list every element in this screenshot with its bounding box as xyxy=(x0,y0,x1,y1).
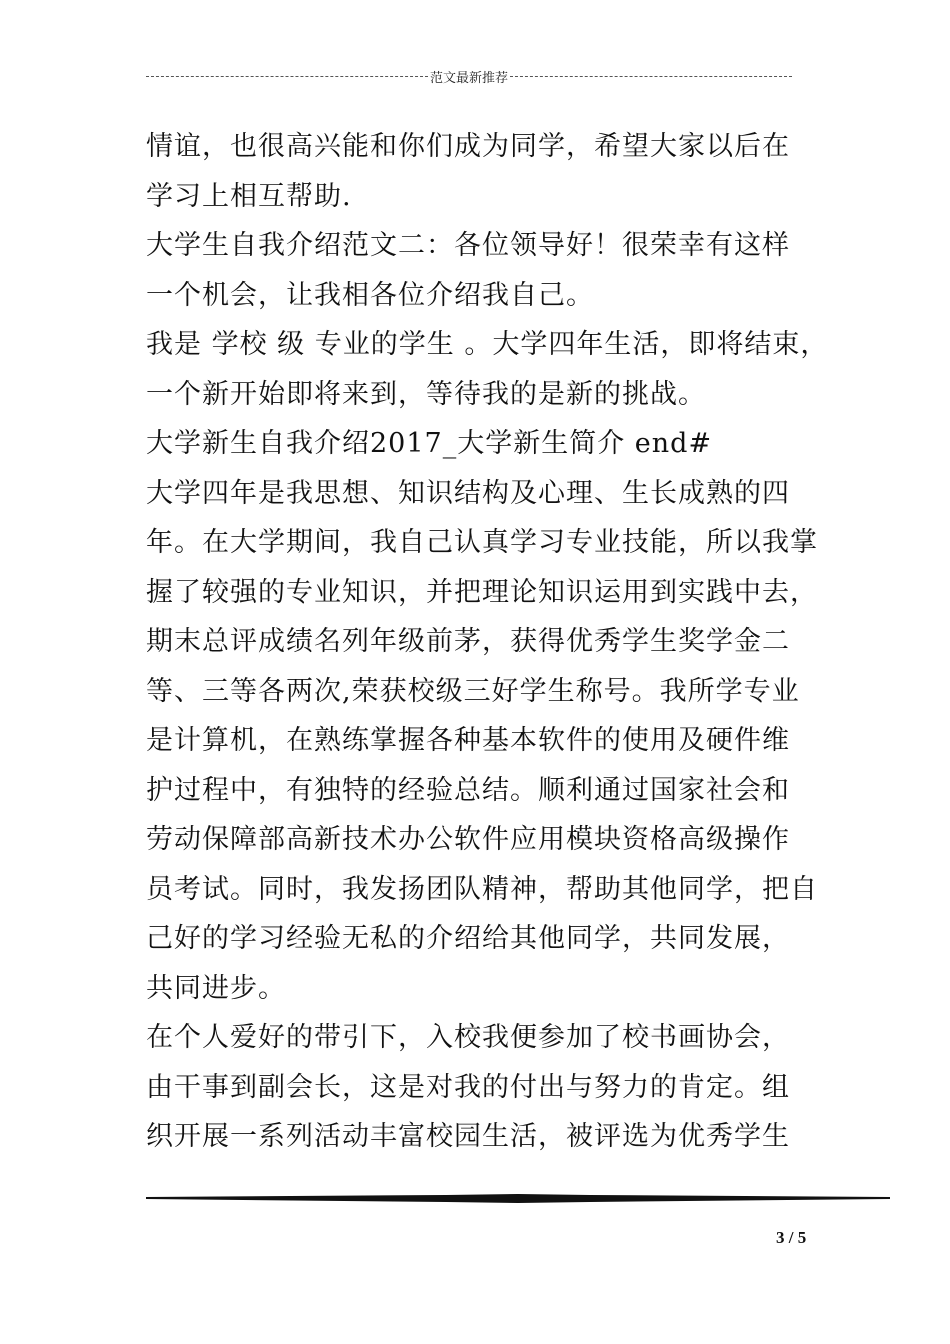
header-title: 范文最新推荐 xyxy=(430,70,509,86)
text-line: 一个新开始即将来到，等待我的是新的挑战。 xyxy=(146,378,706,410)
text-line: 期末总评成绩名列年级前茅，获得优秀学生奖学金二 xyxy=(146,626,790,657)
text-line: 共同进步。 xyxy=(146,972,286,1004)
text-line: 情谊，也很高兴能和你们成为同学，希望大家以后在 xyxy=(146,131,790,162)
header-dash-left xyxy=(146,76,428,77)
text-line: 由干事到副会长，这是对我的付出与努力的肯定。组 xyxy=(146,1071,790,1103)
text-line: 护过程中，有独特的经验总结。顺利通过国家社会和 xyxy=(146,774,790,806)
text-line: 织开展一系列活动丰富校园生活，被评选为优秀学生 xyxy=(146,1121,790,1152)
text-line: 等、三等各两次,荣获校级三好学生称号。我所学专业 xyxy=(146,675,800,707)
text-line: 学习上相互帮助. xyxy=(146,180,352,212)
text-line: 劳动保障部高新技术办公软件应用模块资格高级操作 xyxy=(146,824,790,855)
footer-rule xyxy=(146,1194,890,1204)
text-line: 己好的学习经验无私的介绍给其他同学，共同发展， xyxy=(146,923,790,954)
text-line: 一个机会，让我相各位介绍我自己。 xyxy=(146,279,594,311)
text-line: 大学生自我介绍范文二：各位领导好！很荣幸有这样 xyxy=(146,230,790,261)
header-dash-right xyxy=(510,76,792,77)
text-line: 我是 学校 级 专业的学生 。大学四年生活，即将结束， xyxy=(146,329,829,360)
text-line: 握了较强的专业知识，并把理论知识运用到实践中去， xyxy=(146,576,818,608)
page-number: 3 / 5 xyxy=(776,1228,807,1247)
text-line: 大学新生自我介绍2017_大学新生简介 end# xyxy=(146,428,713,459)
page-header xyxy=(146,66,792,86)
text-line: 年。在大学期间，我自己认真学习专业技能，所以我掌 xyxy=(146,527,818,558)
document-body xyxy=(146,122,829,1162)
text-line: 员考试。同时，我发扬团队精神，帮助其他同学，把自 xyxy=(146,873,818,905)
text-line: 是计算机，在熟练掌握各种基本软件的使用及硬件维 xyxy=(146,725,790,756)
text-line: 大学四年是我思想、知识结构及心理、生长成熟的四 xyxy=(146,477,790,509)
text-line: 在个人爱好的带引下，入校我便参加了校书画协会， xyxy=(146,1022,790,1053)
